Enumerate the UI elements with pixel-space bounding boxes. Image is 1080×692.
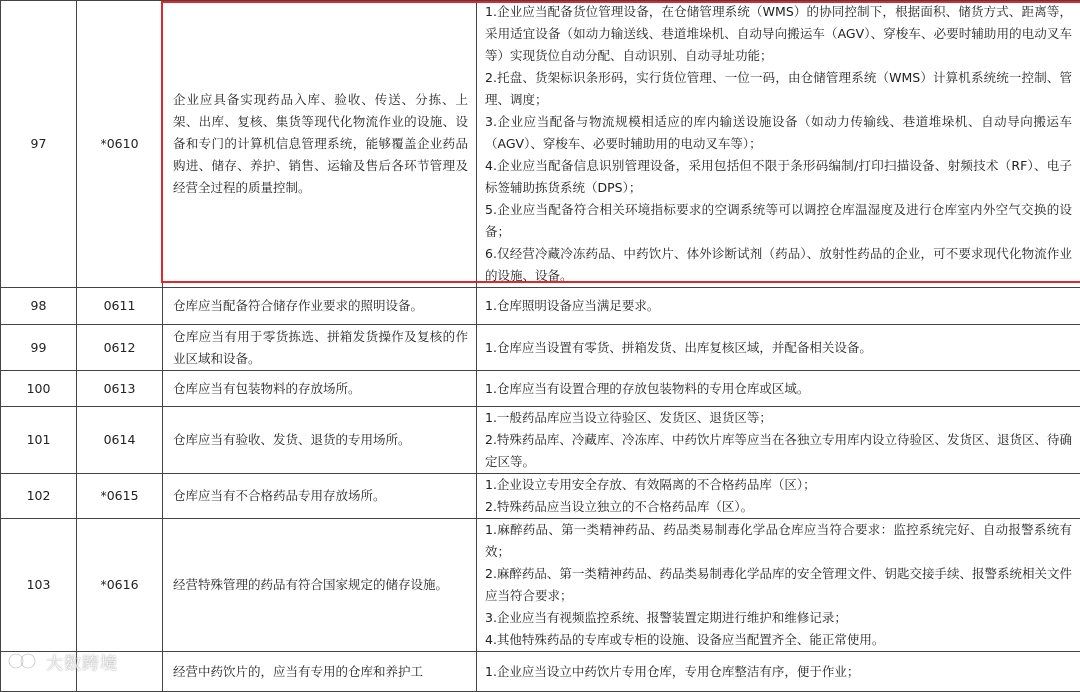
clause-code-cell: 0613: [77, 371, 163, 407]
clause-code-cell: *0616: [77, 519, 163, 652]
clause-description-cell: 仓库应当有用于零货拣选、拼箱发货操作及复核的作业区域和设备。: [163, 325, 477, 371]
clause-code-cell: *0615: [77, 474, 163, 519]
requirement-item: 1.企业应当配备货位管理设备，在仓储管理系统（WMS）的协同控制下，根据面积、储货方式、距离等，采用适宜设备（如动力输送线、巷道堆垛机、自动导向搬运车（AGV）、穿梭车、必要时辅助用的电动叉车等）实现货位自动分配、自动识别、自动寻址功能；: [485, 1, 1072, 67]
requirement-item: 1.仓库应当有设置合理的存放包装物料的专用仓库或区域。: [485, 378, 1072, 400]
clause-description-cell: 仓库应当有包装物料的存放场所。: [163, 371, 477, 407]
requirement-item: 4.企业应当配备信息识别管理设备，采用包括但不限于条形码编制/打印扫描设备、射频技术（RF）、电子标签辅助拣货系统（DPS）；: [485, 155, 1072, 199]
table-row: [1, 371, 1080, 407]
requirement-item: 3.企业应当有视频监控系统、报警装置定期进行维护和维修记录；: [485, 607, 1072, 629]
requirement-item: 6.仅经营冷藏冷冻药品、中药饮片、体外诊断试剂（药品）、放射性药品的企业，可不要求现代化物流作业的设施、设备。: [485, 243, 1072, 287]
requirement-item: 2.托盘、货架标识条形码，实行货位管理、一位一码，由仓储管理系统（WMS）计算机系统统一控制、管理、调度；: [485, 67, 1072, 111]
table-row: [1, 1, 1080, 288]
clause-description-cell: 仓库应当有不合格药品专用存放场所。: [163, 474, 477, 519]
requirements-cell: [477, 371, 1080, 407]
requirements-cell: [477, 474, 1080, 519]
requirement-item: 1.麻醉药品、第一类精神药品、药品类易制毒化学品仓库应当符合要求：监控系统完好、自动报警系统有效；: [485, 519, 1072, 563]
requirements-cell: [477, 288, 1080, 325]
table-row: [1, 652, 1080, 692]
row-number-cell: 100: [1, 371, 77, 407]
clause-description-cell: 经营中药饮片的，应当有专用的仓库和养护工: [163, 652, 477, 692]
requirement-item: 1.一般药品库应当设立待验区、发货区、退货区等；: [485, 407, 1072, 429]
requirements-cell: [477, 407, 1080, 474]
clause-description-cell: 经营特殊管理的药品有符合国家规定的储存设施。: [163, 519, 477, 652]
watermark: [6, 647, 118, 675]
requirement-item: 2.特殊药品应当设立独立的不合格药品库（区）。: [485, 496, 1072, 518]
requirements-cell: [477, 519, 1080, 652]
row-number-cell: 99: [1, 325, 77, 371]
row-number-cell: 101: [1, 407, 77, 474]
clause-code-cell: *0610: [77, 1, 163, 288]
table-row: [1, 519, 1080, 652]
table-row: [1, 288, 1080, 325]
requirement-item: 1.企业设立专用安全存放、有效隔离的不合格药品库（区）；: [485, 474, 1072, 496]
watermark-text: 大数跨境: [46, 649, 118, 674]
requirements-cell: [477, 652, 1080, 692]
table-row: [1, 474, 1080, 519]
requirement-item: 4.其他特殊药品的专库或专柜的设施、设备应当配置齐全、能正常使用。: [485, 629, 1072, 651]
clause-description-cell: 仓库应当配备符合储存作业要求的照明设备。: [163, 288, 477, 325]
requirement-item: 2.特殊药品库、冷藏库、冷冻库、中药饮片库等应当在各独立专用库内设立待验区、发货区、退货区、待确定区等。: [485, 429, 1072, 473]
requirements-cell: [477, 325, 1080, 371]
requirement-item: 1.仓库照明设备应当满足要求。: [485, 295, 1072, 317]
row-number-cell: 103: [1, 519, 77, 652]
requirement-item: 5.企业应当配备符合相关环境指标要求的空调系统等可以调控仓库温湿度及进行仓库室内外空气交换的设备；: [485, 199, 1072, 243]
table-row: [1, 325, 1080, 371]
clause-description-cell: 企业应具备实现药品入库、验收、传送、分拣、上架、出库、复核、集货等现代化物流作业的设施、设备和专门的计算机信息管理系统，能够覆盖企业药品购进、储存、养护、销售、运输及售后各环节管理及经营全过程的质量控制。: [163, 1, 477, 288]
clause-description-cell: 仓库应当有验收、发货、退货的专用场所。: [163, 407, 477, 474]
clause-code-cell: 0611: [77, 288, 163, 325]
requirement-item: 3.企业应当配备与物流规模相适应的库内输送设施设备（如动力传输线、巷道堆垛机、自动导向搬运车（AGV）、穿梭车、必要时辅助用的电动叉车等）；: [485, 111, 1072, 155]
requirement-item: 1.企业应当设立中药饮片专用仓库，专用仓库整洁有序，便于作业；: [485, 661, 1072, 683]
row-number-cell: 102: [1, 474, 77, 519]
table-body: [1, 1, 1080, 692]
requirement-item: 1.仓库应当设置有零货、拼箱发货、出库复核区域，并配备相关设备。: [485, 337, 1072, 359]
clause-code-cell: 0612: [77, 325, 163, 371]
row-number-cell: 98: [1, 288, 77, 325]
requirement-item: 2.麻醉药品、第一类精神药品、药品类易制毒化学品库的安全管理文件、钥匙交接手续、报警系统相关文件应当符合要求；: [485, 563, 1072, 607]
watermark-logo-icon: [6, 651, 42, 671]
table-row: [1, 407, 1080, 474]
clause-code-cell: 0614: [77, 407, 163, 474]
requirements-cell: [477, 1, 1080, 288]
row-number-cell: 97: [1, 1, 77, 288]
